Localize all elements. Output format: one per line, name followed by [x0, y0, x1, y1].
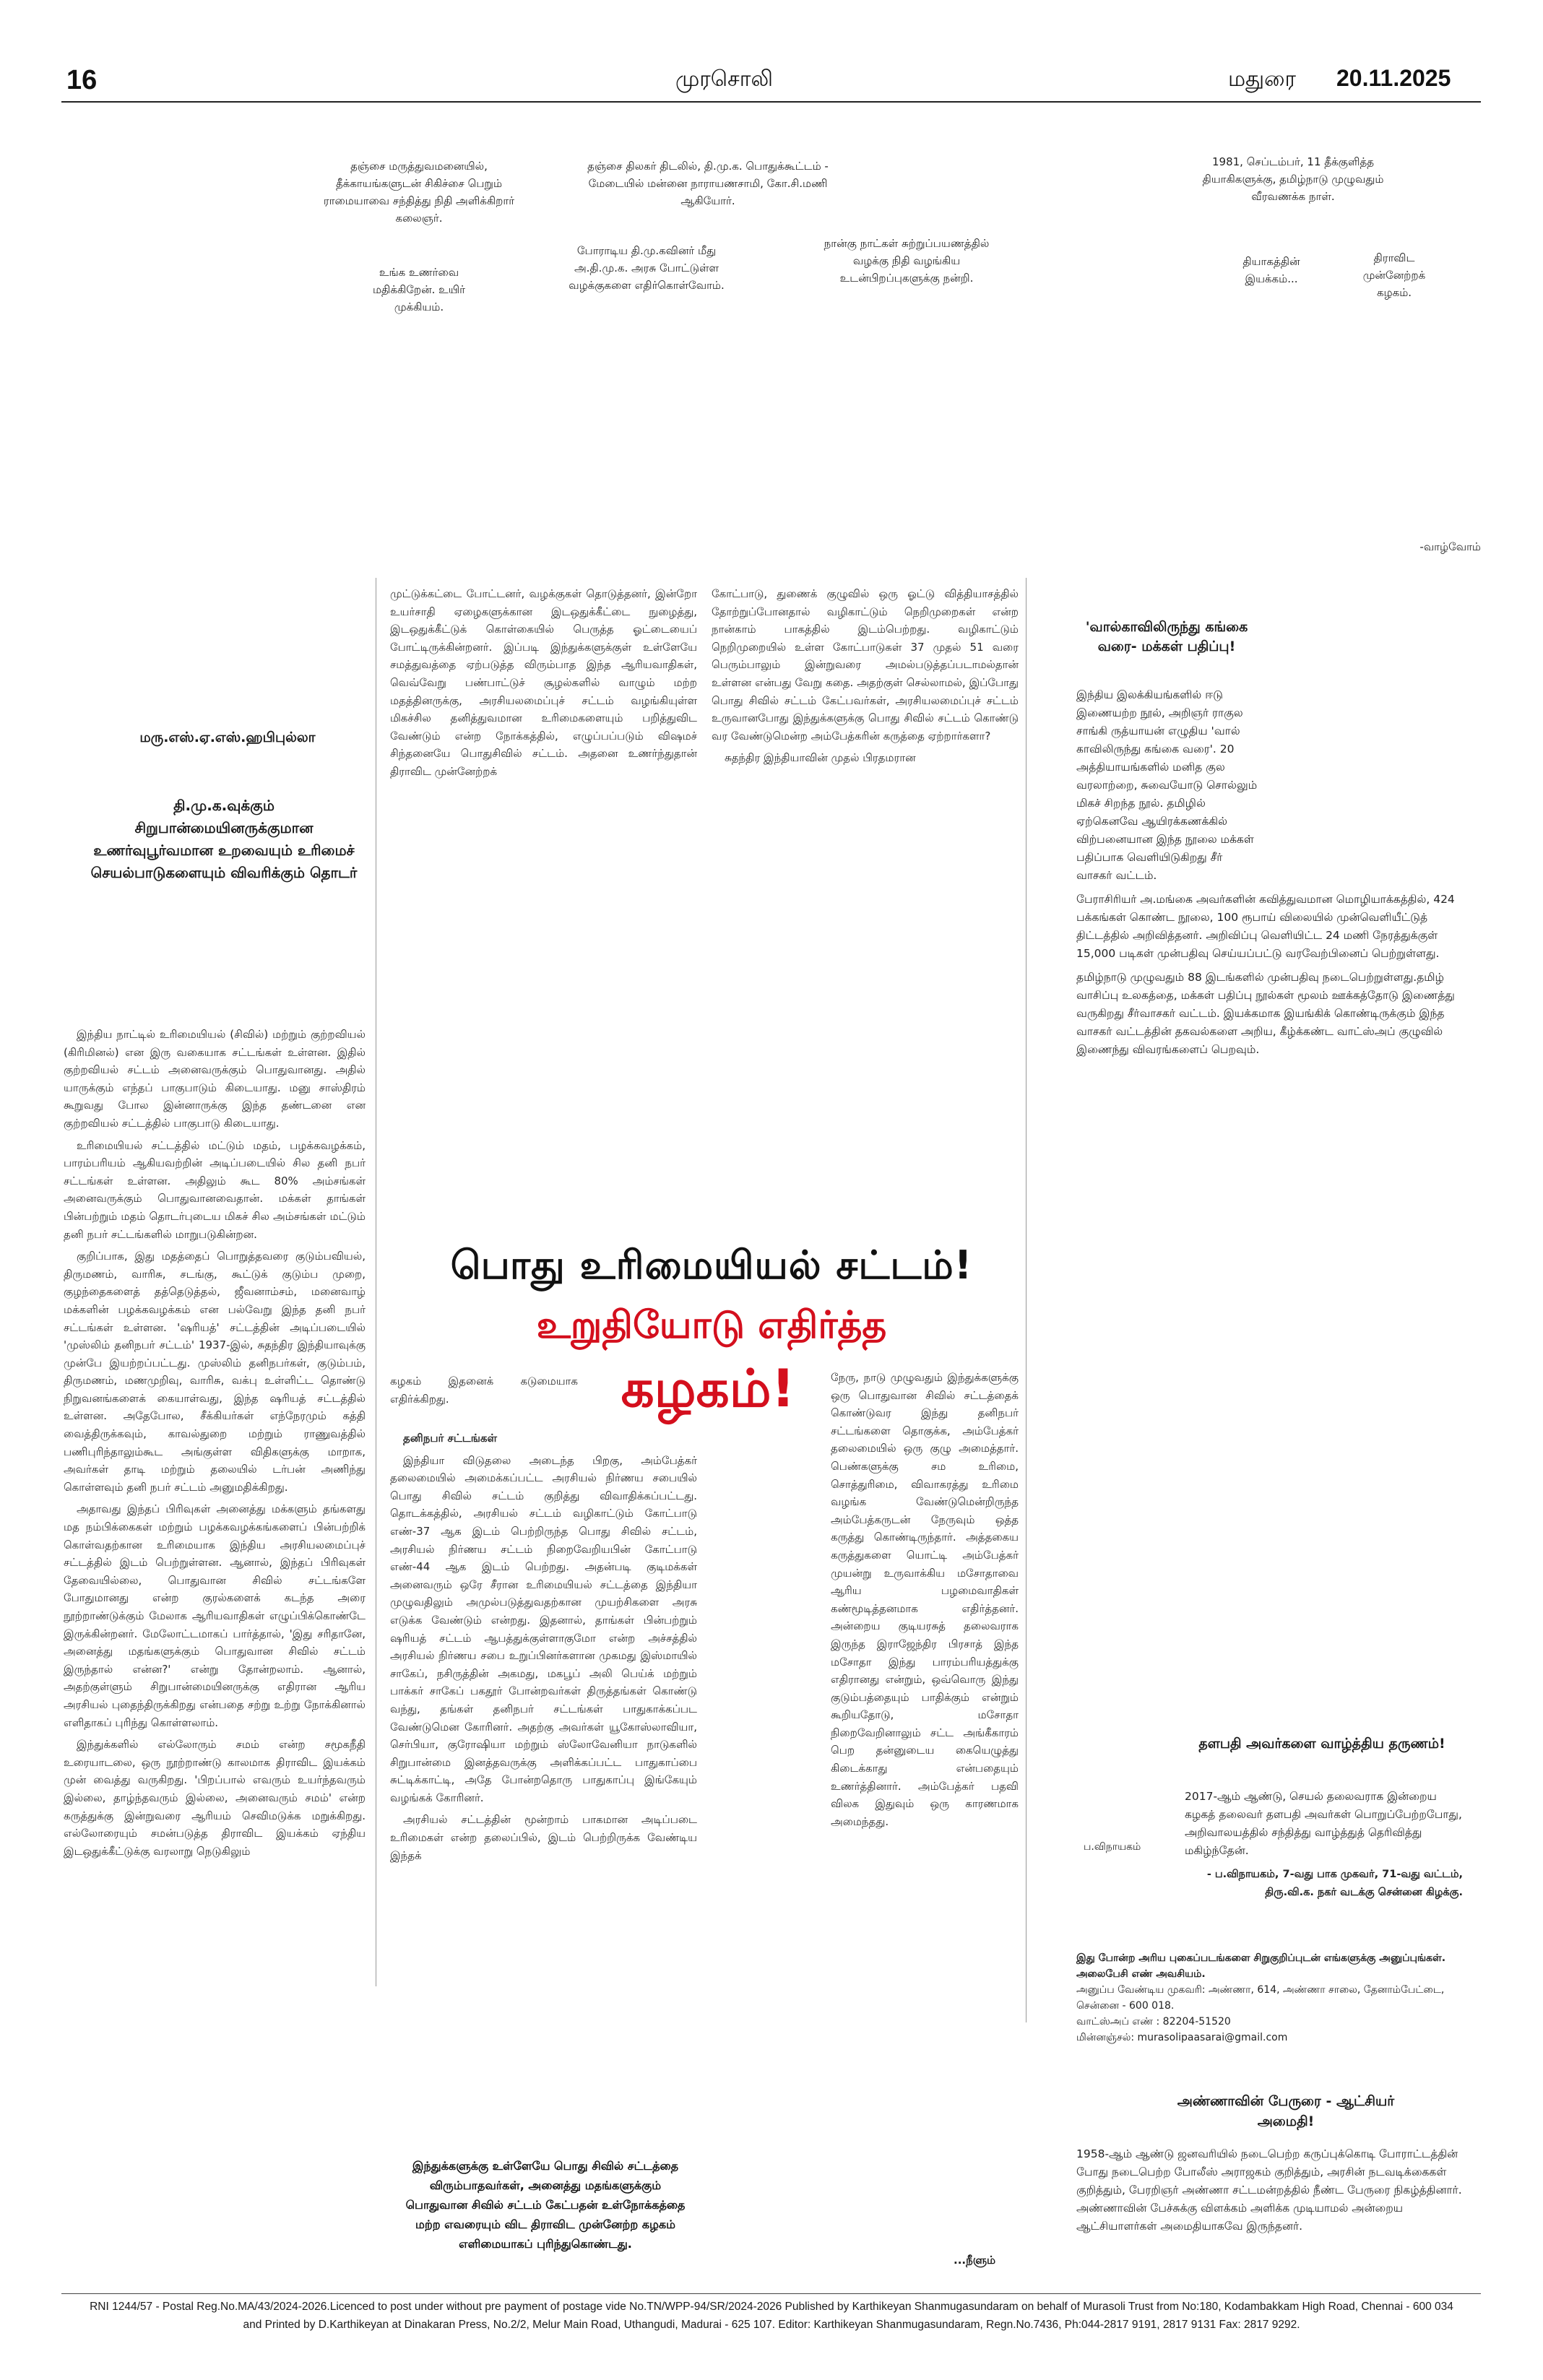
contact-email: மின்னஞ்சல்: murasolipaasarai@gmail.com	[1076, 2032, 1288, 2043]
paragraph: உரிமையியல் சட்டத்தில் மட்டும் மதம், பழக்கவழக்கம், பாரம்பரியம் ஆகியவற்றின் அடிப்படையில் சில தனி நபர் சட்டங்கள் உள்ளன. அதிலும் கூட 80% அம்சங்கள் அனைவருக்கும் பொதுவானவைதான். மக்கள் தாங்கள் பின்பற்றும் மதம் தொடர்புடைய மிகச் சில அம்சங்கள் மட்டும் தனி நபர் சட்டங்களில் மாறுபடுகின்றன.	[64, 1138, 366, 1241]
paragraph: 2017-ஆம் ஆண்டு, செயல் தலைவராக இன்றைய கழகத் தலைவர் தளபதி அவர்கள் பொறுப்பேற்றபோது, அறிவாலயத்தில் சந்தித்து வாழ்த்துத் தெரிவித்து மகிழ்ந்தேன்.	[1185, 1790, 1462, 1857]
photo-credit: ப.விநாயகம்	[1084, 1841, 1141, 1853]
pull-quote: இந்துக்களுக்கு உள்ளேயே பொது சிவில் சட்டத்தை விரும்பாதவர்கள், அனைத்து மதங்களுக்கும் பொதுவான சிவில் சட்டம் கேட்பதன் உள்நோக்கத்தை மற்ற எவரையும் விட திராவிட முன்னேற்ற கழகம் எளிமையாகப் புரிந்துகொண்டது.	[405, 2159, 686, 2251]
paragraph: பேராசிரியர் அ.மங்கை அவர்களின் கவித்துவமான மொழியாக்கத்தில், 424 பக்கங்கள் கொண்ட நூலை, 100 ரூபாய் விலையில் முன்வெளியீட்டுத் திட்டத்தில் அறிவித்தனர். அறிவிப்பு வெளியிட்ட 24 மணி நேரத்துக்குள் 15,000 படிகள் முன்பதிவு செய்யப்பட்டு வரவேற்பினைப் பெற்றுள்ளது.	[1076, 893, 1455, 960]
sidebar-title: 'வால்காவிலிருந்து கங்கை வரை- மக்கள் பதிப்பு!	[1085, 619, 1248, 654]
masthead: முரசொலி	[675, 66, 773, 92]
paragraph: இந்துக்களில் எல்லோரும் சமம் என்ற சமூகநீதி உரையாடலை, ஒரு நூற்றாண்டு காலமாக திராவிட இயக்கம் முன் வைத்து வருகிறது. 'பிறப்பால் எவரும் உயர்ந்தவரும் இல்லை, தாழ்ந்தவரும் இல்லை, அனைவரும் சமம்' என்ற கருத்துக்கு இன்றுவரை ஆரியம் செவிமடுக்க மறுக்கிறது. எல்லோரையும் சமன்படுத்த திராவிட இயக்கம் ஏந்திய இடஒதுக்கீட்டுக்கு வரலாறு நெடுகிலும்	[64, 1738, 366, 1858]
paragraph: அரசியல் சட்டத்தின் மூன்றாம் பாகமான அடிப்படை உரிமைகள் என்ற தலைப்பில், இடம் பெற்றிருக்க வேண்டிய இந்தக்	[390, 1813, 697, 1862]
paragraph: அதாவது இந்தப் பிரிவுகள் அனைத்து மக்களும் தங்களது மத நம்பிக்கைகள் மற்றும் பழக்கவழக்கங்களைப் பின்பற்றிக் கொள்வதற்கான உரிமையாக இந்திய அரசியலமைப்புச் சட்டத்தில் இடம் பெற்றுள்ளன. ஆனால், இந்தப் பிரிவுகள் தேவையில்லை, பொதுவான சிவில் சட்டங்களே போதுமானது என்ற குரல்களைக் கடந்த அரை நூற்றாண்டுக்கும் மேலாக ஆரியவாதிகள் எழுப்பிக்கொண்டே இருக்கின்றனர். மேலோட்டமாகப் பார்த்தால், 'இது சரிதானே, அனைத்து மதங்களுக்கும் பொதுவான சிவில் சட்டம் இருந்தால் என்ன?' என்று தோன்றலாம். ஆனால், அதற்குள்ளும் சிறுபான்மையினருக்கு எதிரான ஆரிய அரசியல் புதைந்திருக்கிறது என்பதை சற்று உற்று நோக்கினால் எளிதாகப் புரிந்து கொள்ளலாம்.	[64, 1502, 366, 1729]
sidebar-story-3	[1076, 2145, 1463, 2241]
footer-rule	[61, 2293, 1481, 2294]
photo-caption: தஞ்சை மருத்துவமனையில், தீக்காயங்களுடன் சிகிச்சை பெறும் ராமையாவை சந்தித்து நிதி அளிக்கிறார் கலைஞர்.	[323, 160, 515, 225]
signature: - ப.விநாயகம், 7-வது பாக முகவர், 71-வது வட்டம், திரு.வி.க. நகர் வடக்கு சென்னை கிழக்கு.	[1206, 1869, 1463, 1898]
headline-line-3: கழகம்!	[621, 1358, 795, 1419]
contact-address: அனுப்ப வேண்டிய முகவரி: அண்ணா, 614, அண்ணா சாலை, தேனாம்பேட்டை, சென்னை - 600 018.	[1076, 1984, 1445, 2012]
paragraph: இந்திய நாட்டில் உரிமையியல் (சிவில்) மற்றும் குற்றவியல் (கிரிமினல்) என இரு வகையாக சட்டங்கள் உள்ளன. இதில் குற்றவியல் சட்டம் அனைவருக்கும் பொதுவானது. அதில் யாருக்கும் எந்தப் பாகுபாடும் கிடையாது. மனு சாஸ்திரம் கூறுவது போல இன்னாருக்கு இந்த தண்டனை என குற்றவியல் சட்டத்தில் பாகுபாடு கிடையாது.	[64, 1028, 366, 1130]
page-number: 16	[66, 65, 98, 95]
photo-caption: தியாகத்தின் இயக்கம்...	[1242, 255, 1300, 285]
sidebar-title: தளபதி அவர்களை வாழ்த்திய தருணம்!	[1198, 1736, 1445, 1752]
headline-line-2: உறுதியோடு எதிர்த்த	[536, 1304, 887, 1347]
contact-whatsapp: வாட்ஸ்அப் எண் : 82204-51520	[1076, 2016, 1231, 2028]
contact-intro: இது போன்ற அரிய புகைப்படங்களை சிறுகுறிப்புடன் எங்களுக்கு அனுப்புங்கள். அலைபேசி எண் அவசியம்.	[1076, 1952, 1446, 1980]
article-column-3-body	[831, 1369, 1019, 1835]
paragraph: கோட்பாடு, துணைக் குழுவில் ஒரு ஓட்டு வித்தியாசத்தில் தோற்றுப்போனதால் வழிகாட்டும் நெறிமுறைகள் என்ற நான்காம் பாகத்தில் இடம்பெற்றது. வழிகாட்டும் நெறிமுறையில் உள்ள கோட்பாடுகள் 37 முதல் 51 வரை பெரும்பாலும் இன்றுவரை அமல்படுத்தப்படாமல்தான் உள்ளன என்பது வேறு கதை. அதற்குள் செல்லாமல், இப்போது பொது சிவில் சட்டம் கேட்பவர்கள், அரசியலமைப்புச் சட்டம் உருவானபோது இந்துக்களுக்கு பொது சிவில் சட்டம் கொண்டு வர வேண்டுமென்ற அம்பேத்கரின் கருத்தை ஏற்றார்களா?	[712, 587, 1019, 743]
article-column-3-top	[712, 585, 1019, 771]
paragraph: முட்டுக்கட்டை போட்டனர், வழக்குகள் தொடுத்தனர், இன்றோ உயர்சாதி ஏழைகளுக்கான இடஒதுக்கீட்டை நுழைத்து, இடஒதுக்கீட்டுக் கொள்கையில் பெருத்த ஓட்டையைப் போட்டிருக்கின்றனர். இப்படி இந்துக்களுக்குள் உள்ளேயே சமத்துவத்தை ஏற்படுத்த விரும்பாத இந்த ஆரியவாதிகள், வெவ்வேறு பண்பாட்டுச் சூழல்களில் வாழும் மற்ற மதத்தினருக்கு, அரசியலமைப்புச் சட்டம் வழங்கியுள்ள மிகச்சில தனித்துவமான உரிமைகளையும் பறித்துவிட வேண்டும் என்ற நோக்கத்தில், எழுப்பப்படும் விஷமச் சிந்தனையே பொதுசிவில் சட்டம். அதனை உணர்ந்துதான் திராவிட முன்னேற்றக்	[390, 587, 697, 778]
photo-caption: போராடிய தி.மு.கவினர் மீது அ.தி.மு.க. அரசு போட்டுள்ள வழக்குகளை எதிர்கொள்வோம்.	[569, 244, 725, 292]
article-column-2-bottom	[390, 1372, 578, 1412]
photo-caption: -வாழ்வோம்	[1419, 540, 1481, 553]
paragraph: நேரு, நாடு முழுவதும் இந்துக்களுக்கு ஒரு பொதுவான சிவில் சட்டத்தைக் கொண்டுவர இந்து தனிநபர் சட்டங்களை தொகுக்க, அம்பேத்கர் தலைமையில் ஒரு குழு அமைத்தார். பெண்களுக்கு சம உரிமை, சொத்துரிமை, விவாகரத்து உரிமை வழங்க வேண்டுமென்றிருந்த அம்பேத்கருடன் நேருவும் ஒத்த கருத்து கொண்டிருந்தார். அத்தகைய கருத்துகளை யொட்டி அம்பேத்கர் முயன்று உருவாக்கிய மசோதாவை ஆரிய பழமைவாதிகள் கண்மூடித்தனமாக எதிர்த்தனர். அன்றைய குடியரசுத் தலைவராக இருந்த இராஜேந்திர பிரசாத் இந்த மசோதா இந்து பாரம்பரியத்துக்கு எதிரானது என்றும், ஒவ்வொரு இந்து குடும்பத்தையும் பாதிக்கும் என்றும் கூறியதோடு, மசோதா நிறைவேறினாலும் சட்ட அங்கீகாரம் பெற தன்னுடைய கையெழுத்து கிடைக்காது என்பதையும் உணர்த்தினார். அம்பேத்கர் பதவி விலக இதுவும் ஒரு காரணமாக அமைந்தது.	[831, 1371, 1019, 1828]
edition-city: மதுரை	[1228, 66, 1297, 92]
paragraph: சுதந்திர இந்தியாவின் முதல் பிரதமரான	[725, 751, 916, 765]
sidebar-story-1	[1076, 686, 1463, 1065]
paragraph: குறிப்பாக, இது மதத்தைப் பொறுத்தவரை குடும்பவியல், திருமணம், வாரிசு, சடங்கு, கூட்டுக் குடும்ப முறை, குழந்தைகளைத் தத்தெடுத்தல், ஜீவனாம்சம், மனைவாழ் மக்களின் பழக்கவழக்கம் என பல்வேறு இந்த தனி நபர் சட்டங்கள் உள்ளன. 'ஷரியத்' சட்டத்தின் அடிப்படையில் 'முஸ்லிம் தனிநபர் சட்டம்' 1937-இல், சுதந்திர இந்தியாவுக்கு முன்பே இயற்றப்பட்டது. முஸ்லிம் தனிநபர்கள், குடும்பம், திருமணம், மணமுறிவு, வாரிசு, வக்பு உள்ளிட்ட தொண்டு நிறுவனங்களைக் கையாள்வது, இந்த ஷரியத் சட்டத்தில் உள்ளன. அதேபோல, சீக்கியர்கள் எந்நேரமும் கத்தி வைத்திருக்கவும், காவல்துறை மற்றும் ராணுவத்தில் பணிபுரிந்தாலும்கூட அங்குள்ள விதிகளுக்கு மாறாக, அவர்கள் தாடி மற்றும் தலையில் டர்பன் அணிந்து கொள்ளவும் தனி நபர் சட்டம் அனுமதிக்கிறது.	[64, 1250, 366, 1494]
contact-box	[1076, 1950, 1463, 2046]
sidebar-title: அண்ணாவின் பேருரை - ஆட்சியர் அமைதி!	[1177, 2093, 1395, 2129]
photo-caption: உங்க உணர்வை மதிக்கிறேன். உயிர் முக்கியம்.	[372, 266, 466, 313]
paragraph: 1958-ஆம் ஆண்டு ஜனவரியில் நடைபெற்ற கருப்புக்கொடி போராட்டத்தின் போது நடைபெற்ற போலீஸ் அராஜகம் குறித்தும், அரசின் நடவடிக்கைகள் குறித்தும், பேரறிஞர் அண்ணா சட்டமன்றத்தில் நீண்ட பேருரை நிகழ்த்தினார். அண்ணாவின் பேச்சுக்கு விளக்கம் அளிக்க முடியாமல் அன்றைய ஆட்சியாளர்கள் அமைதியாகவே இருந்தனர்.	[1076, 2147, 1462, 2233]
edition-date: 20.11.2025	[1336, 65, 1451, 91]
paragraph: தமிழ்நாடு முழுவதும் 88 இடங்களில் முன்பதிவு நடைபெற்றுள்ளது.தமிழ் வாசிப்பு உலகத்தை, மக்கள் பதிப்பு நூல்கள் மூலம் ஊக்கத்தோடு இணைத்து வருகிறது சீர்வாசகர் வட்டம். இயக்கமாக இயங்கிக் கொண்டிருக்கும் இந்த வாசகர் வட்டத்தின் தகவல்களை அறிய, கீழ்க்கண்ட வாட்ஸ்அப் குழுவில் இணைந்து விவரங்களைப் பெறவும்.	[1076, 971, 1455, 1056]
paragraph: இந்தியா விடுதலை அடைந்த பிறகு, அம்பேத்கர் தலைமையில் அமைக்கப்பட்ட அரசியல் நிர்ணய சபையில் பொது சிவில் சட்டம் குறித்து விவாதிக்கப்பட்டது. தொடக்கத்தில், அரசியல் சட்டம் வழிகாட்டும் கோட்பாடு எண்-37 ஆக இடம் பெற்றிருந்த பொது சிவில் சட்டம், அரசியல் நிர்ணய சட்டம் நிறைவேறியபின் கோட்பாடு எண்-44 ஆக இடம் பெற்றது. அதன்படி குடிமக்கள் அனைவரும் ஒரே சீரான உரிமையியல் சட்டத்தை இந்தியா முழுவதிலும் அமுல்படுத்துவதற்கான முயற்சிகளை அரசு எடுக்க வேண்டும் என்றது. இதனால், தாங்கள் பின்பற்றும் ஷரியத் சட்டம் ஆபத்துக்குள்ளாகுமோ என்ற அச்சத்தில் அரசியல் நிர்ணய சபை உறுப்பினர்களான முகமது இஸ்மாயில் சாகேப், நசிருத்தின் அகமது, மகபூப் அலி பெய்க் மற்றும் பாக்கர் சாகேப் பகதூர் போன்றவர்கள் திருத்தங்கள் கொண்டு வந்து, தங்கள் தனிநபர் சட்டங்கள் பாதுகாக்கப்பட வேண்டுமென கோரினர். அதற்கு அவர்கள் யூகோஸ்லாவியா, செர்பியா, குரோஷியா மற்றும் ஸ்லோவேனியா நாடுகளில் சிறுபான்மை இனத்தவருக்கு அளிக்கப்பட்ட பாதுகாப்பை சுட்டிக்காட்டி, அதே போன்றதொரு பாதுகாப்பு இங்கேயும் வழங்கக் கோரினர்.	[390, 1453, 697, 1804]
paragraph: இந்திய இலக்கியங்களில் ஈடு இணையற்ற நூல், அறிஞர் ராகுல சாங்கி ருத்யாயன் எழுதிய 'வால் காவிலிருந்து கங்கை வரை'. 20 அத்தியாயங்களில் மனித குல வரலாற்றை, சுவையோடு சொல்லும் மிகச் சிறந்த நூல். தமிழில் ஏற்கெனவே ஆயிரக்கணக்கில் விற்பனையான இந்த நூலை மக்கள் பதிப்பாக வெளியிடுகிறது சீர் வாசகர் வட்டம்.	[1076, 688, 1258, 882]
article-column-2-top	[390, 585, 697, 785]
photo-caption: திராவிட முன்னேற்றக் கழகம்.	[1362, 251, 1426, 299]
paragraph: கழகம் இதனைக் கடுமையாக எதிர்க்கிறது.	[390, 1375, 578, 1406]
continued-marker: ...நீளும்	[954, 2254, 996, 2267]
series-description: தி.மு.க.வுக்கும் சிறுபான்மையினருக்குமான உணர்வுபூர்வமான உறவையும் உரிமைச் செயல்பாடுகளையும் விவரிக்கும் தொடர்	[90, 797, 358, 881]
photo-caption: தஞ்சை திலகர் திடலில், தி.மு.க. பொதுக்கூட்டம் - மேடையில் மன்னை நாராயணசாமி, கோ.சி.மணி ஆகியோர்.	[587, 160, 829, 207]
article-column-1	[64, 1026, 366, 1864]
photo-caption: 1981, செப்டம்பர், 11 தீக்குளித்த தியாகிகளுக்கு, தமிழ்நாடு முழுவதும் வீரவணக்க நாள்.	[1202, 155, 1384, 203]
photo-caption: நான்கு நாட்கள் சுற்றுப்பயணத்தில் வழக்கு நிதி வழங்கிய உடன்பிறப்புகளுக்கு நன்றி.	[824, 237, 990, 285]
footer-imprint-line-1: RNI 1244/57 - Postal Reg.No.MA/43/2024-2026.Licenced to post under without pre payment of postage vide No.TN/WPP-94/SR/2024-2026 Published by Karthikeyan Shanmugasundaram on behalf of Murasoli Trust from No:180, Kodambakkam High Road, Chennai - 600 034	[90, 2301, 1453, 2313]
author-byline: மரு.எஸ்.ஏ.எஸ்.ஹபிபுல்லா	[139, 730, 316, 745]
sidebar-story-2	[1185, 1788, 1463, 1908]
footer-imprint-line-2: and Printed by D.Karthikeyan at Dinakaran Press, No.2/2, Melur Main Road, Uthangudi, Madurai - 625 107. Editor: Karthikeyan Shanmugasundaram, Regn.No.7436, Ph:044-2817 9191, 2817 9131 Fax: 2817 9292.	[243, 2319, 1300, 2331]
subheading: தனிநபர் சட்டங்கள்	[403, 1432, 498, 1445]
article-column-2-body	[390, 1427, 697, 1869]
headline-line-1: பொது உரிமையியல் சட்டம்!	[450, 1242, 973, 1288]
header-rule	[61, 101, 1481, 103]
